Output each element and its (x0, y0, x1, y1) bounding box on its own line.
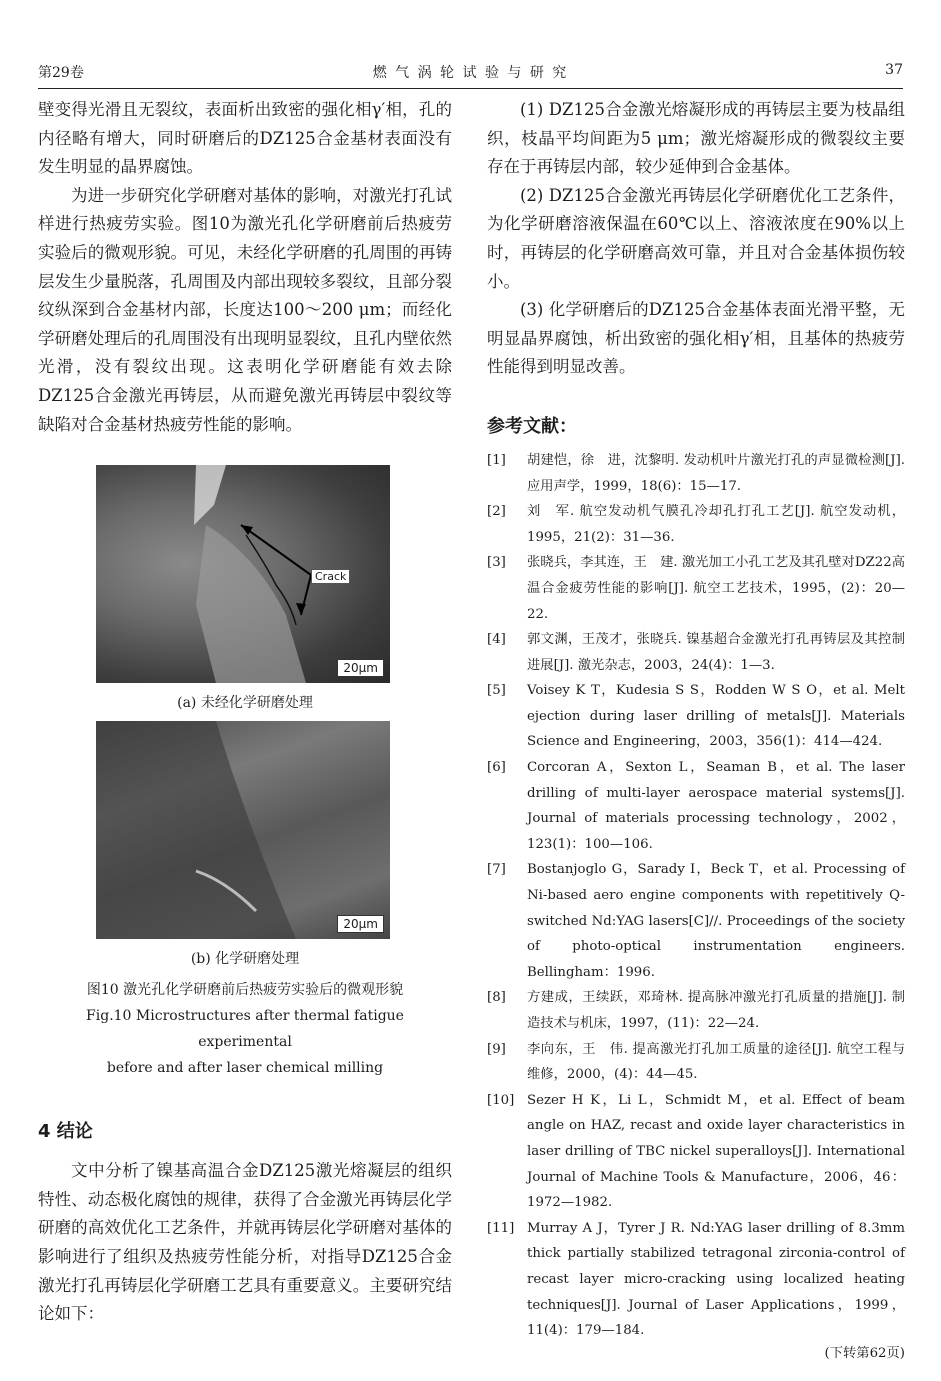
figure-caption-cn: 图10 激光孔化学研磨前后热疲劳实验后的微观形貌 (86, 982, 404, 999)
conclusion-item: (1) DZ125合金激光熔凝形成的再铸层主要为枝晶组织，枝晶平均间距为5 μm；激光熔凝形成的微裂纹主要存在于再铸层内部，较少延伸到合金基体。 (487, 100, 905, 177)
reference-item: [8] 方建成，王续跃，邓琦林. 提高脉冲激光打孔质量的措施[J]. 制造技术与机床，1997，(11)：22—24. (487, 990, 905, 1031)
micrograph-b (96, 721, 390, 939)
page-number: 37 (885, 62, 903, 78)
reference-item: [3] 张晓兵，李其连，王 建. 激光加工小孔工艺及其孔壁对DZ22高温合金疲劳性能的影响[J]. 航空工艺技术，1995，(2)：20—22. (487, 555, 905, 622)
paragraph: 壁变得光滑且无裂纹，表面析出致密的强化相γ′相，孔的内径略有增大，同时研磨后的DZ125合金基材表面没有发生明显的晶界腐蚀。 (38, 100, 452, 177)
micrograph-b-overlay (96, 721, 390, 939)
journal-title: 燃 气 涡 轮 试 验 与 研 究 (372, 65, 569, 81)
paragraph: 文中分析了镍基高温合金DZ125激光熔凝层的组织特性、动态极化腐蚀的规律，获得了合金激光再铸层化学研磨的高效优化工艺条件，并就再铸层化学研磨对基体的影响进行了组织及热疲劳性能分析，对指导DZ125合金激光打孔再铸层化学研磨工艺具有重要意义。主要研究结论如下： (38, 1161, 452, 1324)
conclusion-item: (3) 化学研磨后的DZ125合金基体表面光滑平整，无明显晶界腐蚀，析出致密的强化相γ′相，且基体的热疲劳性能得到明显改善。 (487, 300, 905, 377)
reference-item: [10] Sezer H K，Li L，Schmidt M，et al. Effect of beam angle on HAZ, recast and oxide layer characteristics in laser drilling of TBC nickel superalloys[J]. International Journal of Machine Tools & Manufacture，2006，46：1972—1982. (487, 1092, 905, 1211)
reference-item: [4] 郭文渊，王茂才，张晓兵. 镍基超合金激光打孔再铸层及其控制进展[J]. 激光杂志，2003，24(4)：1—3. (487, 632, 905, 673)
paragraph: 为进一步研究化学研磨对基体的影响，对激光打孔试样进行热疲劳实验。图10为激光孔化学研磨前后热疲劳实验后的微观形貌。可见，未经化学研磨的孔周围的再铸层发生少量脱落，孔周围及内部出现较多裂纹，且部分裂纹纵深到合金基材内部，长度达100～200 μm；而经化学研磨处理后的孔周围没有出现明显裂纹，且孔内壁依然光滑，没有裂纹出现。这表明化学研磨能有效去除DZ125合金激光再铸层，从而避免激光再铸层中裂纹等缺陷对合金基材热疲劳性能的影响。 (38, 185, 452, 434)
figure-caption-en: before and after laser chemical milling (106, 1060, 384, 1077)
running-header (38, 62, 903, 86)
reference-list (487, 448, 905, 1344)
scale-bar: 20μm (337, 659, 384, 677)
reference-item: [5] Voisey K T，Kudesia S S，Rodden W S O，et al. Melt ejection during laser drilling of metals[J]. Materials Science and Engineering，2003，356(1)：414—424. (487, 683, 905, 750)
reference-item: [2] 刘 军. 航空发动机气膜孔冷却孔打孔工艺[J]. 航空发动机，1995，21(2)：31—36. (487, 504, 905, 545)
reference-item: [9] 李向东，王 伟. 提高激光打孔加工质量的途径[J]. 航空工程与维修，2000，(4)：44—45. (487, 1041, 905, 1083)
reference-item: [11] Murray A J，Tyrer J R. Nd:YAG laser drilling of 8.3mm thick partially stabilized tetragonal zirconia-control of recast layer micro-cracking using localized heating techniques[J]. Journal of Laser Applications，1999，11(4)：179—184. (487, 1220, 905, 1339)
crack-label: Crack (311, 569, 350, 584)
volume-label: 第29卷 (38, 65, 84, 81)
header-rule (38, 88, 903, 89)
reference-item: [1] 胡建恺，徐 进，沈黎明. 发动机叶片激光打孔的声显微检测[J]. 应用声学，1999，18(6)：15—17. (487, 452, 905, 494)
reference-item: [6] Corcoran A，Sexton L，Seaman B，et al. The laser drilling of multi-layer aerospace material systems[J]. Journal of materials processing technology，2002，123(1)：100—106. (487, 760, 905, 852)
micrograph-a (96, 465, 390, 683)
conclusion-item: (2) DZ125合金激光再铸层化学研磨优化工艺条件，为化学研磨溶液保温在60℃以上、溶液浓度在90%以上时，再铸层的化学研磨高效可靠，并且对合金基体损伤较小。 (487, 185, 905, 291)
continued-note: (下转第62页) (824, 1345, 905, 1361)
reference-item: [7] Bostanjoglo G，Sarady I，Beck T，et al. Processing of Ni-based aero engine components with repetitively Q-switched Nd:YAG lasers[C]//. Proceedings of the society of photo-optical instrumentation engineers. Bellingham：1996. (487, 862, 905, 980)
figure-caption-en: Fig.10 Microstructures after thermal fatigue experimental (86, 1008, 404, 1051)
right-column (487, 96, 905, 1361)
section-title: 4 结论 (38, 1121, 93, 1143)
left-column (38, 96, 452, 1329)
subfigure-caption-a: (a) 未经化学研磨处理 (177, 695, 313, 712)
subfigure-caption-b: (b) 化学研磨处理 (190, 951, 300, 968)
references-title: 参考文献： (487, 415, 577, 437)
scale-bar: 20μm (337, 915, 384, 933)
